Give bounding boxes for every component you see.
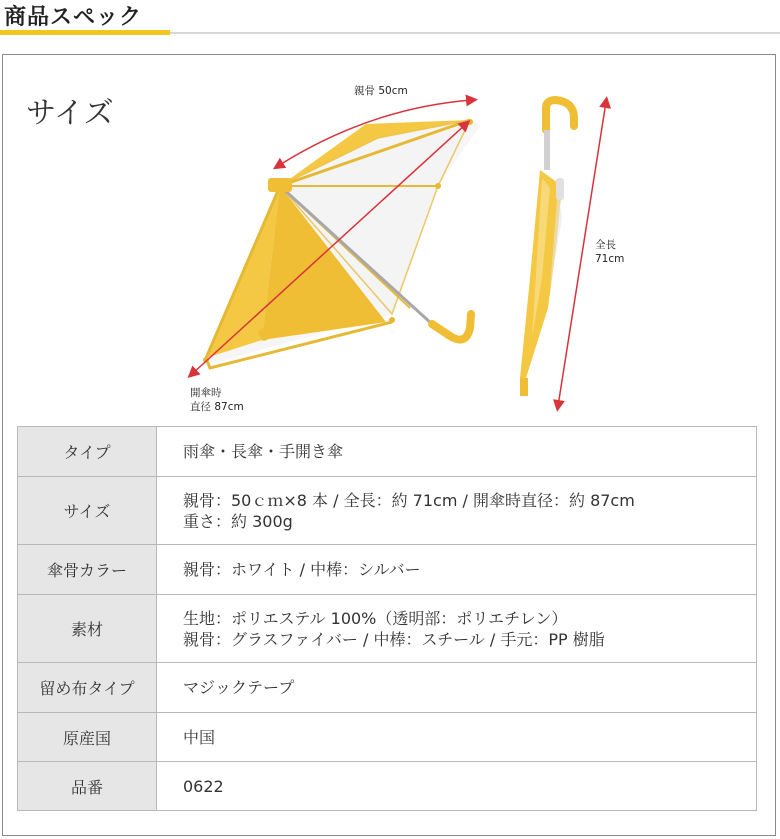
spec-value-type: 雨傘・長傘・手開き傘 — [157, 427, 757, 477]
spec-value-fastener: マジックテープ — [157, 663, 757, 713]
spec-value-rib-color: 親骨：ホワイト / 中棒：シルバー — [157, 545, 757, 595]
size-heading: サイズ — [26, 96, 114, 131]
spec-value-origin: 中国 — [157, 713, 757, 762]
table-row — [18, 545, 757, 595]
spec-key-item-number: 品番 — [18, 762, 157, 811]
spec-key-origin: 原産国 — [18, 713, 157, 762]
table-row — [18, 427, 757, 477]
table-row — [18, 713, 757, 762]
table-row — [18, 477, 757, 545]
spec-key-size: サイズ — [18, 477, 157, 545]
open-umbrella-image — [203, 118, 480, 368]
table-row — [18, 762, 757, 811]
header-accent-line — [0, 30, 170, 35]
spec-key-fastener: 留め布タイプ — [18, 663, 157, 713]
umbrella-figure — [170, 78, 640, 418]
umbrella-illustration — [170, 78, 640, 418]
spec-key-material: 素材 — [18, 595, 157, 663]
spec-key-type: タイプ — [18, 427, 157, 477]
rib-length-label: 親骨 50cm — [354, 85, 408, 97]
table-row — [18, 663, 757, 713]
spec-key-rib-color: 傘骨カラー — [18, 545, 157, 595]
spec-value-size: 親骨：50ｃｍ×8 本 / 全長：約 71cm / 開傘時直径：約 87cm 重さ：約 300g — [157, 477, 757, 545]
spec-table — [17, 426, 757, 811]
total-length-label: 全長 71cm — [595, 239, 625, 265]
section-header — [0, 0, 780, 36]
header-divider-line — [170, 32, 780, 34]
table-row — [18, 595, 757, 663]
spec-value-material: 生地：ポリエステル 100%（透明部：ポリエチレン） 親骨：グラスファイバー / 中棒：スチール / 手元：PP 樹脂 — [157, 595, 757, 663]
spec-value-item-number: 0622 — [157, 762, 757, 811]
open-diameter-label: 開傘時 直径 87cm — [190, 387, 244, 413]
section-title: 商品スペック — [4, 5, 143, 30]
